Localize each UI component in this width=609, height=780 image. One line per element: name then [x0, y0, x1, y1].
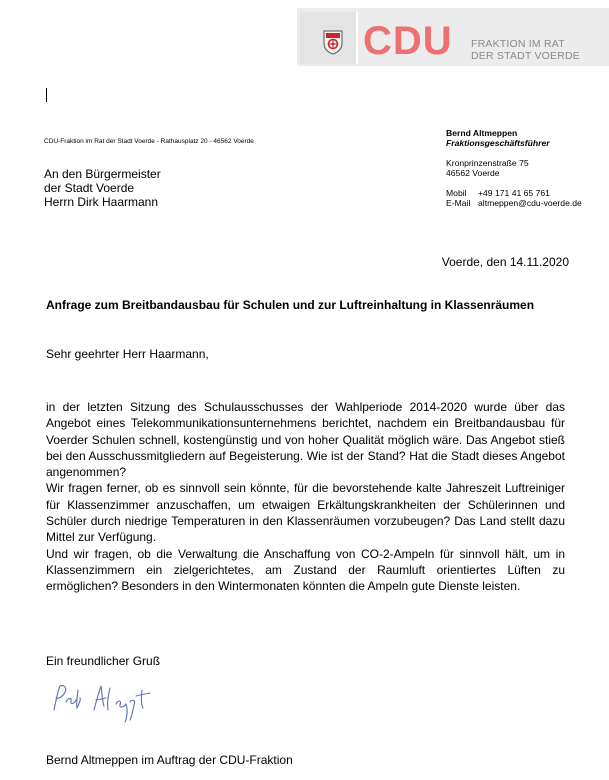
salutation: Sehr geehrter Herr Haarmann,	[46, 347, 209, 361]
handwritten-signature	[50, 680, 160, 724]
recipient-line-1: An den Bürgermeister	[44, 167, 161, 181]
contact-mobile-row	[446, 188, 582, 198]
sender-contact-block	[446, 128, 582, 208]
body-paragraph-1: in der letzten Sitzung des Schulausschusses der Wahlperiode 2014-2020 wurde über das Angebot eines Telekommunikationsunternehmens berichtet, nachdem ein Breitbandausbau für Voerder Schulen schnell, kostengünstig und von hoher Qualität möglich wäre. Das Angebot stieß bei den Ausschussmitgliedern auf Begeisterung. Wie ist der Stand? Hat die Stadt dieses Angebot angenommen?	[46, 400, 565, 480]
sender-return-address: CDU-Fraktion im Rat der Stadt Voerde - Rathausplatz 20 - 46562 Voerde	[44, 138, 254, 145]
mobile-number: +49 171 41 65 761	[478, 188, 550, 198]
contact-city: 46562 Voerde	[446, 168, 500, 178]
closing-greeting: Ein freundlicher Gruß	[46, 654, 161, 668]
cdu-logo: CDU	[363, 19, 453, 63]
contact-role: Fraktionsgeschäftsführer	[446, 138, 550, 148]
fraktion-line-1: FRAKTION IM RAT	[471, 38, 565, 50]
recipient-address	[44, 167, 161, 209]
mobile-label: Mobil	[446, 188, 467, 198]
letter-date: Voerde, den 14.11.2020	[441, 255, 569, 269]
contact-email-row	[446, 198, 582, 208]
contact-name: Bernd Altmeppen	[446, 128, 518, 138]
letter-body	[46, 399, 565, 595]
recipient-line-3: Herrn Dirk Haarmann	[44, 195, 159, 209]
text-cursor	[46, 88, 47, 102]
fraktion-label	[471, 38, 580, 62]
fraktion-line-2: DER STADT VOERDE	[471, 50, 580, 62]
email-address: altmeppen@cdu-voerde.de	[478, 198, 582, 208]
recipient-line-2: der Stadt Voerde	[44, 181, 135, 195]
body-paragraph-3: Und wir fragen, ob die Verwaltung die Anschaffung von CO-2-Ampeln für sinnvoll hält, um in Klassenzimmern ein zielgerichtetes, am Zustand der Raumluft orientiertes Lüften zu ermöglichen? Besonders in den Wintermonaten könnten die Ampeln gute Dienste leisten.	[46, 546, 565, 594]
letter-subject: Anfrage zum Breitbandausbau für Schulen und zur Luftreinhaltung in Klassenräumen	[46, 298, 535, 312]
sender-signature-line: Bernd Altmeppen im Auftrag der CDU-Fraktion	[46, 753, 293, 767]
voerde-crest-icon	[322, 29, 344, 55]
contact-street: Kronprinzenstraße 75	[446, 158, 529, 168]
body-paragraph-2: Wir fragen ferner, ob es sinnvoll sein könnte, für die bevorstehende kalte Jahreszeit Luftreiniger für Klassenzimmer anzuschaffen, um etwaigen Erkältungskrankheiten der Schülerinnen und Schüler durch niedrige Temperaturen in den Klassenräumen vorzubeugen? Das Land stellt dazu Mittel zur Verfügung.	[46, 481, 565, 545]
email-label: E-Mail	[446, 198, 471, 208]
